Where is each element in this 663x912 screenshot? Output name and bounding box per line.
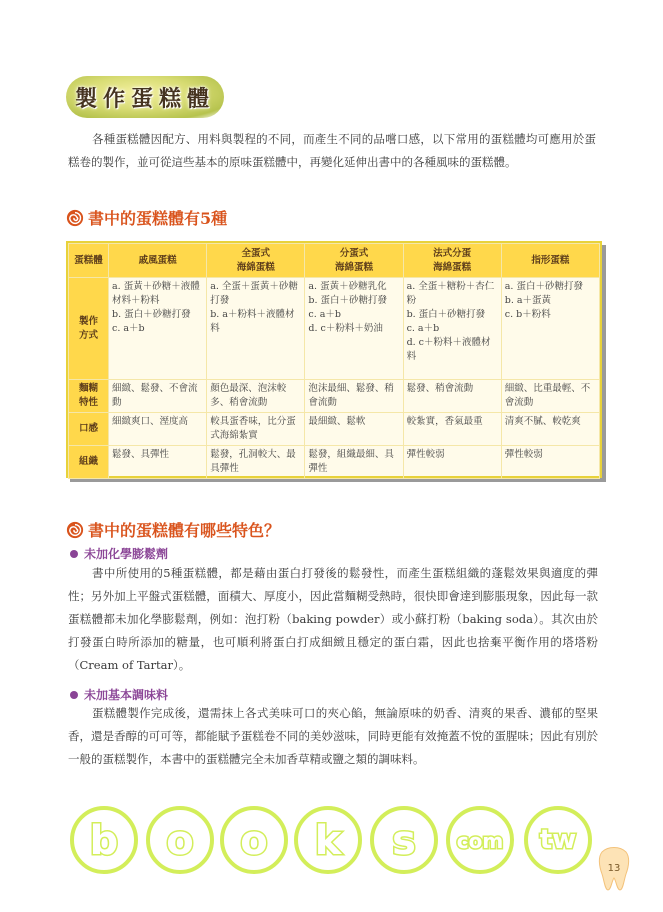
watermark-letter-bubble (148, 808, 212, 872)
table-row-header: 麵糊 特性 (69, 380, 109, 413)
table-cell: 鬆發，孔洞較大、最具彈性 (207, 446, 305, 479)
page-number-badge (596, 846, 632, 894)
table-cell: 彈性較弱 (403, 446, 501, 479)
intro-paragraph: 各種蛋糕體因配方、用料與製程的不同，而產生不同的品嚐口感，以下常用的蛋糕體均可應用於蛋糕卷的製作，並可從這些基本的原味蛋糕體中，再變化延伸出書中的各種風味的蛋糕體。 (68, 132, 596, 169)
subheading-text: 未加化學膨鬆劑 (84, 547, 169, 561)
table-cell: a. 蛋黃＋砂糖＋液體材料＋粉料 b. 蛋白＋砂糖打發 c. a＋b (109, 278, 207, 380)
watermark-letter-bubble (448, 808, 512, 872)
table-row-header: 組織 (69, 446, 109, 479)
watermark-letter-bubble (222, 808, 286, 872)
table-cell: 泡沫最細、鬆發、稍會流動 (305, 380, 403, 413)
table-cell: 鬆發，組織最細、具彈性 (305, 446, 403, 479)
table-column-header: 分蛋式 海綿蛋糕 (305, 244, 403, 278)
watermark-letter: com (456, 829, 504, 853)
section-heading-text: 書中的蛋糕體有哪些特色？ (88, 521, 281, 540)
table-row-header: 製作 方式 (69, 278, 109, 380)
watermark-letter-bubble (372, 808, 436, 872)
table-cell: 細緻爽口、溼度高 (109, 413, 207, 446)
table-cell: 彈性較弱 (501, 446, 599, 479)
table-row (69, 446, 600, 479)
watermark-letter: o (240, 818, 268, 864)
subheading-no-seasoning (70, 686, 168, 703)
watermark-letter: s (392, 818, 416, 864)
table-row (69, 278, 600, 380)
table-cell: a. 全蛋＋蛋黃＋砂糖打發 b. a＋粉料＋液體材料 (207, 278, 305, 380)
table-row (69, 380, 600, 413)
table-column-header: 指形蛋糕 (501, 244, 599, 278)
table-cell: 鬆發、稍會流動 (403, 380, 501, 413)
table-cell: 細緻、比重最輕、不會流動 (501, 380, 599, 413)
table-cell: a. 蛋黃＋砂糖乳化 b. 蛋白＋砂糖打發 c. a＋b d. c＋粉料＋奶油 (305, 278, 403, 380)
watermark-letter: tw (539, 825, 577, 855)
table-cell: 較具蛋香味，比分蛋式海綿紮實 (207, 413, 305, 446)
table-cell: 鬆發、具彈性 (109, 446, 207, 479)
section-heading-text: 書中的蛋糕體有5種 (88, 209, 228, 228)
table-cell: 顏色最深、泡沫較多、稍會流動 (207, 380, 305, 413)
table-column-header: 法式分蛋 海綿蛋糕 (403, 244, 501, 278)
subheading-no-leavening (70, 545, 168, 562)
watermark-letter: k (314, 818, 342, 864)
table-cell: 清爽不膩、較乾爽 (501, 413, 599, 446)
section-heading-features (66, 518, 280, 541)
watermark-letter-bubble (72, 808, 136, 872)
paragraph-no-seasoning: 蛋糕體製作完成後，還需抹上各式美味可口的夾心餡，無論原味的奶香、清爽的果香、濃郁的堅果香，還是香醇的可可等，都能賦予蛋糕卷不同的美妙滋味，同時更能有效掩蓋不悅的蛋腥味；因此有別於一般的蛋糕製作，本書中的蛋糕體完全未加香草精或鹽之類的調味料。 (68, 706, 598, 766)
page-title-banner (66, 76, 224, 118)
table-cell: 細緻、鬆發、不會流動 (109, 380, 207, 413)
table-column-header: 全蛋式 海綿蛋糕 (207, 244, 305, 278)
table-cell: a. 全蛋＋糖粉＋杏仁粉 b. 蛋白＋砂糖打發 c. a＋b d. c＋粉料＋液體材料 (403, 278, 501, 380)
table-column-header: 戚風蛋糕 (109, 244, 207, 278)
bullet-dot-icon (70, 691, 78, 699)
table-cell: a. 蛋白＋砂糖打發 b. a＋蛋黃 c. b＋粉料 (501, 278, 599, 380)
page-number: 13 (607, 863, 621, 874)
table-row-header: 口感 (69, 413, 109, 446)
watermark-letter: o (166, 818, 194, 864)
books-com-tw-watermark (70, 804, 600, 884)
subheading-text: 未加基本調味料 (84, 688, 169, 702)
watermark-letter-bubble (296, 808, 360, 872)
swirl-icon (66, 209, 84, 227)
section-heading-types (66, 206, 227, 229)
table-cell: 較紮實，香氣最重 (403, 413, 501, 446)
paragraph-no-leavening: 書中所使用的5種蛋糕體，都是藉由蛋白打發後的鬆發性，而產生蛋糕組織的蓬鬆效果與適度的彈性；另外加上平盤式蛋糕體，面積大、厚度小，因此當麵糊受熱時，很快即會達到膨脹現象，因此每一款蛋糕體都未加化學膨鬆劑，例如：泡打粉（baking powder）或小蘇打粉（baking soda）。其次由於打發蛋白時所添加的糖量，也可順利將蛋白打成細緻且穩定的蛋白霜，因此也捨棄平衡作用的塔塔粉（Cream of Tartar）。 (68, 566, 598, 672)
cake-comparison-table (66, 241, 602, 478)
table-cell: 最細緻、鬆軟 (305, 413, 403, 446)
watermark-letter: b (89, 818, 119, 864)
page-title: 製作蛋糕體 (74, 85, 215, 112)
table-corner-header: 蛋糕體 (69, 244, 109, 278)
bullet-dot-icon (70, 550, 78, 558)
swirl-icon (66, 521, 84, 539)
table-row (69, 413, 600, 446)
watermark-letter-bubble (526, 808, 590, 872)
